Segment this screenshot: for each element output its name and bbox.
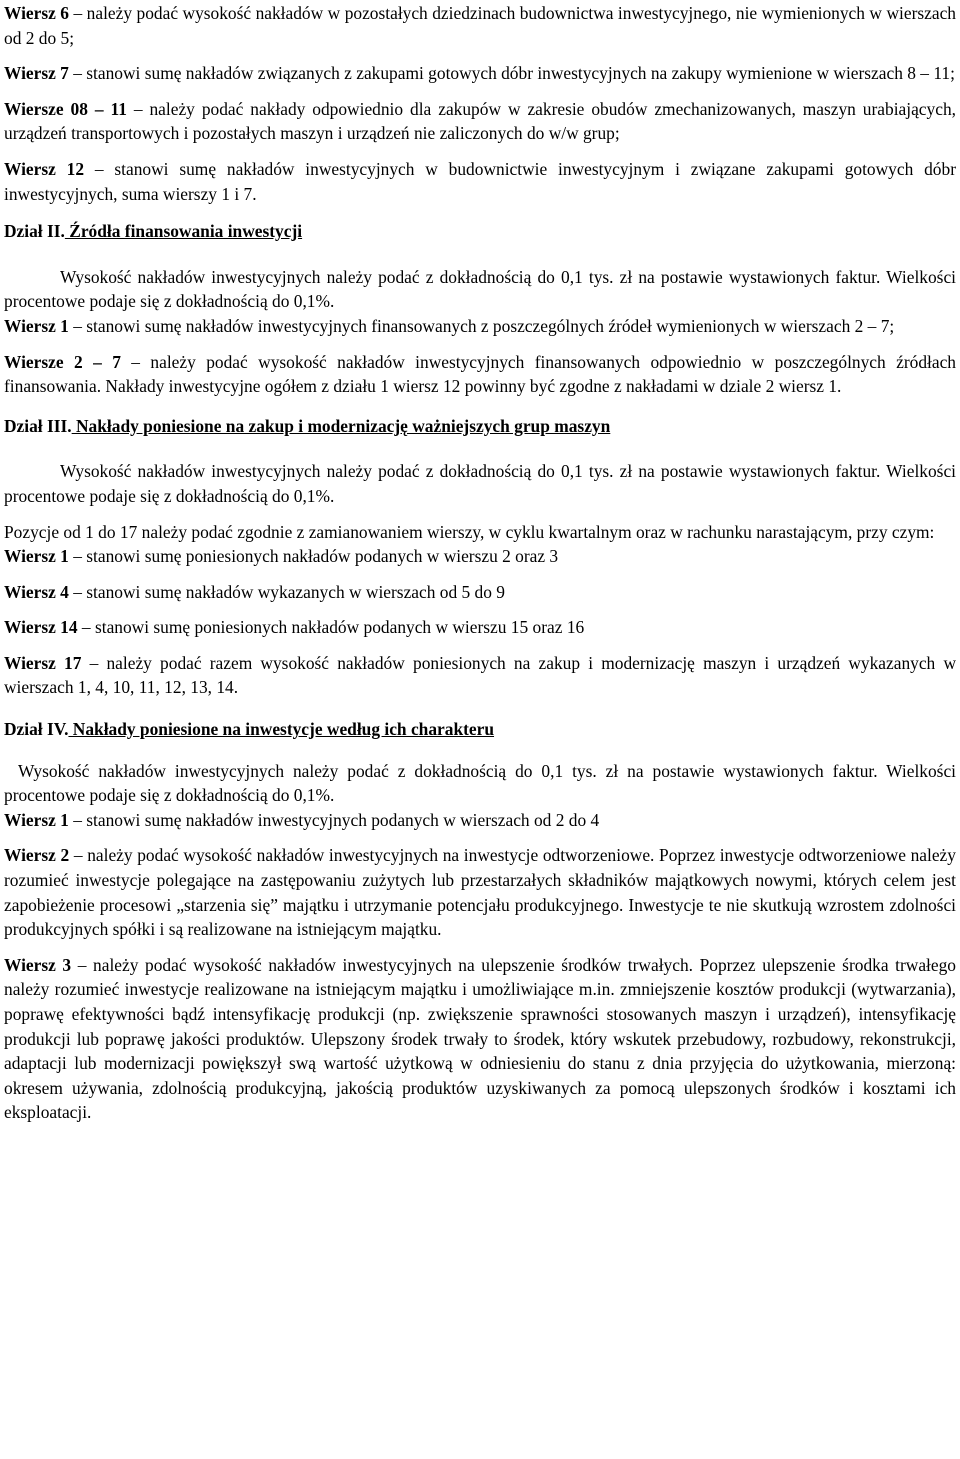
section-heading-title: Nakłady poniesione na zakup i modernizację ważniejszych grup maszyn (71, 415, 611, 436)
paragraph-wiersz-1 (0, 808, 960, 833)
paragraph-text: – należy podać razem wysokość nakładów poniesionych na zakup i modernizację maszyn i urządzeń wykazanych w wierszach 1, 4, 10, 11, 12, 13, 14. (4, 652, 957, 698)
paragraph-wiersze-2-7 (0, 350, 960, 399)
paragraph-text: – stanowi sumę poniesionych nakładów podanych w wierszu 15 oraz 16 (77, 617, 585, 638)
paragraph-text: – należy podać wysokość nakładów inwestycyjnych finansowanych odpowiednio w poszczególnych źródłach finansowania. Nakłady inwestycyjne ogółem z działu 1 wiersz 12 powinny być zgodne z nakładami w dziale 2 wiersz 1. (4, 351, 956, 397)
paragraph-lead: Wiersze 2 – 7 (4, 351, 121, 372)
section-heading-label: Dział IV. (4, 719, 69, 740)
paragraph-wiersz-1 (0, 544, 960, 569)
paragraph-wiersze-08-11 (0, 97, 960, 146)
paragraph-wiersz-14 (0, 615, 960, 640)
paragraph-text: – należy podać nakłady odpowiednio dla zakupów w zakresie obudów zmechanizowanych, maszyn urabiających, urządzeń transportowych i pozostałych maszyn i urządzeń nie zaliczonych do w/w grup; (4, 98, 956, 144)
paragraph-lead: Wiersz 6 (4, 3, 70, 23)
paragraph-text: – należy podać wysokość nakładów inwestycyjnych na ulepszenie środków trwałych. Poprzez ulepszenie środka trwałego należy rozumieć inwestycje realizowane na istniejącym majątku i umożliwiające m.in. zmniejszenie kosztów produkcji (wytwarzania), poprawę efektywności bądź intensyfikację produkcji (np. zwiększenie sprawności stosowanych maszyn i urządzeń), intensyfikację produkcji lub poprawę jakości produktów. Ulepszony środek trwały to środek, który wskutek przebudowy, rozbudowy, rekonstrukcji, adaptacji lub modernizacji powiększył swą wartość użytkową w odniesieniu do stanu z dnia przyjęcia do użytkowania, mierzoną: okresem używania, zdolnością produkcyjną, jakością produktów uzyskiwanych za pomocą ulepszonych środków i kosztami ich eksploatacji. (4, 954, 956, 1123)
paragraph-wiersz-2 (0, 843, 960, 941)
paragraph-lead: Wiersze 08 – 11 (4, 98, 127, 119)
paragraph-text: – stanowi sumę nakładów inwestycyjnych finansowanych z poszczególnych źródeł wymienionych w wierszach 2 – 7; (68, 315, 895, 336)
section-heading-label: Dział II. (4, 221, 65, 242)
paragraph-lead: Wiersz 1 (4, 546, 69, 567)
paragraph-precision-note: Wysokość nakładów inwestycyjnych należy podać z dokładnością do 0,1 tys. zł na postawie wystawionych faktur. Wielkości procentowe podaje się z dokładnością do 0,1%. (4, 266, 956, 312)
paragraph-text: – stanowi sumę nakładów wykazanych w wierszach od 5 do 9 (68, 581, 505, 602)
paragraph-text: – stanowi sumę nakładów inwestycyjnych w budownictwie inwestycyjnym i związane zakupami gotowych dóbr inwestycyjnych, suma wierszy 1 i 7. (4, 158, 956, 204)
section-heading-dzial-2 (0, 219, 960, 244)
section-heading-title: Nakłady poniesione na inwestycje według ich charakteru (68, 719, 495, 740)
paragraph-lead: Wiersz 1 (4, 315, 69, 336)
paragraph-wiersz-17 (0, 651, 960, 700)
paragraph-text: – stanowi sumę nakładów inwestycyjnych podanych w wierszach od 2 do 4 (68, 809, 600, 830)
paragraph-lead: Wiersz 3 (4, 954, 72, 975)
paragraph-wiersz-1 (0, 314, 960, 339)
paragraph-wiersz-6 (0, 1, 960, 50)
paragraph-lead: Wiersz 2 (4, 845, 70, 866)
paragraph-text: – stanowi sumę poniesionych nakładów podanych w wierszu 2 oraz 3 (68, 546, 559, 567)
paragraph-precision-note: Wysokość nakładów inwestycyjnych należy podać z dokładnością do 0,1 tys. zł na postawie wystawionych faktur. Wielkości procentowe podaje się z dokładnością do 0,1%. (4, 461, 956, 506)
section-heading-title: Źródła finansowania inwestycji (64, 221, 303, 242)
paragraph-lead: Wiersz 1 (4, 809, 69, 830)
paragraph-lead: Wiersz 7 (4, 63, 69, 84)
paragraph-lead: Wiersz 4 (4, 581, 69, 602)
paragraph-precision-note: Wysokość nakładów inwestycyjnych należy podać z dokładnością do 0,1 tys. zł na postawie wystawionych faktur. Wielkości procentowe podaje się z dokładnością do 0,1%. (4, 760, 956, 806)
paragraph-wiersz-7 (0, 61, 960, 86)
paragraph-pozycje: Pozycje od 1 do 17 należy podać zgodnie z zamianowaniem wierszy, w cyklu kwartalnym oraz w rachunku narastającym, przy czym: (4, 521, 935, 542)
paragraph-wiersz-12 (0, 157, 960, 206)
paragraph-lead: Wiersz 17 (4, 652, 82, 673)
paragraph-text: – należy podać wysokość nakładów w pozostałych dziedzinach budownictwa inwestycyjnego, nie wymienionych w wierszach od 2 do 5; (4, 3, 956, 48)
paragraph-wiersz-4 (0, 580, 960, 605)
paragraph-lead: Wiersz 14 (4, 617, 78, 638)
paragraph-wiersz-3 (0, 953, 960, 1125)
section-heading-dzial-4 (0, 717, 960, 742)
section-heading-dzial-3 (0, 414, 960, 439)
paragraph-text: – stanowi sumę nakładów związanych z zakupami gotowych dóbr inwestycyjnych na zakupy wymienione w wierszach 8 – 11; (68, 63, 955, 84)
paragraph-text: – należy podać wysokość nakładów inwestycyjnych na inwestycje odtworzeniowe. Poprzez inwestycje odtworzeniowe należy rozumieć inwestycje polegające na zastępowaniu zużytych lub przestarzałych składników majątkowych nowymi, których celem jest zapobieżenie procesowi „starzenia się” majątku i utrzymanie potencjału produkcyjnego. Inwestycje te nie skutkują wzrostem zdolności produkcyjnych spółki i są realizowane na istniejącym majątku. (4, 845, 956, 940)
section-heading-label: Dział III. (4, 415, 72, 436)
document-page (0, 1, 960, 1459)
paragraph-lead: Wiersz 12 (4, 158, 85, 179)
